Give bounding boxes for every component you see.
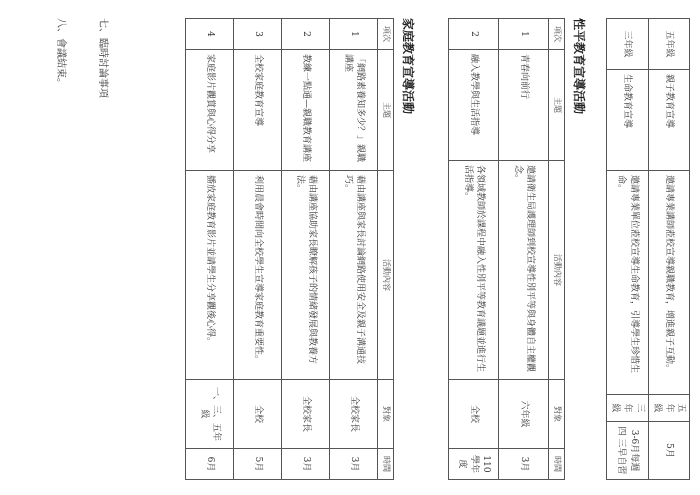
table-row <box>499 19 549 480</box>
cell-target: 三年級 <box>607 395 648 422</box>
cell-item: 2 <box>449 19 499 50</box>
table-row <box>330 19 378 480</box>
cell-time: 5月 <box>648 421 689 479</box>
cell-target: 六年級 <box>499 380 549 449</box>
cell-topic: 生命教育宣導 <box>607 70 648 171</box>
cell-topic: 家庭影片觀賞與心得分享 <box>186 50 234 171</box>
cell-topic: 教練一點通—親職教育講座 <box>282 50 330 171</box>
cell-time: 3月 <box>330 449 378 480</box>
cell-topic: 親子教育宣導 <box>648 70 689 171</box>
column-header-content: 活動內容 <box>378 171 394 380</box>
cell-item: 1 <box>499 19 549 50</box>
cell-time: 3-6月每週四 三早自習 <box>607 421 648 479</box>
agenda-item-seven: 七、臨時討論事項 <box>97 18 108 98</box>
table-header-row <box>378 19 394 480</box>
cell-grade: 三年級 <box>607 19 648 70</box>
cell-content: 邀請衛生局護理師到校宣導性別平等與身體自主權觀念。 <box>499 161 549 380</box>
cell-content: 邀請專業單位蒞校宣導生命教育，引導學生珍惜生命。 <box>607 171 648 395</box>
cell-content: 播放家庭教育影片並請學生分享觀後心得。 <box>186 171 234 380</box>
column-header-target: 對象 <box>549 380 565 449</box>
column-header-topic: 主題 <box>378 50 394 171</box>
cell-topic: 融入教學與生活指導 <box>449 50 499 161</box>
gender-equality-table <box>448 18 565 480</box>
column-header-item: 項次 <box>378 19 394 50</box>
cell-target: 全校家長 <box>282 380 330 449</box>
cell-target: 全校家長 <box>330 380 378 449</box>
column-header-time: 時間 <box>549 449 565 480</box>
column-header-target: 對象 <box>378 380 394 449</box>
cell-time: 6月 <box>186 449 234 480</box>
section-title-family-education: 家庭教育宣導活動 <box>401 18 415 115</box>
cell-target: 一、三、五年級 <box>186 380 234 449</box>
cell-content: 藉由講座協助家長瞭解孩子的情緒發展與教養方法。 <box>282 171 330 380</box>
cell-content: 邀請專業講師蒞校宣導親職教育，增進親子互動。 <box>648 171 689 395</box>
cell-item: 1 <box>330 19 378 50</box>
table-row <box>282 19 330 480</box>
cell-target: 全校 <box>234 380 282 449</box>
section-title-gender-equality: 性平教育宣導活動 <box>572 18 586 115</box>
cell-topic: 「網路素養知多少？」親職講座 <box>330 50 378 171</box>
agenda-item-eight: 八、會議結束。 <box>55 18 66 88</box>
table-row <box>234 19 282 480</box>
cell-item: 2 <box>282 19 330 50</box>
column-header-topic: 主題 <box>549 50 565 161</box>
cell-grade: 五年級 <box>648 19 689 70</box>
table-header-row <box>549 19 565 480</box>
cell-item: 4 <box>186 19 234 50</box>
table-row <box>607 19 648 480</box>
cell-target: 五年級 <box>648 395 689 422</box>
cell-content: 各領域教師於課程中融入性別平等教育議題並進行生活指導。 <box>449 161 499 380</box>
column-header-content: 活動內容 <box>549 161 565 380</box>
column-header-time: 時間 <box>378 449 394 480</box>
cell-item: 3 <box>234 19 282 50</box>
cell-content: 利用晨會時間向全校學生宣導家庭教育重要性。 <box>234 171 282 380</box>
column-header-item: 項次 <box>549 19 565 50</box>
table-row <box>449 19 499 480</box>
table-row <box>648 19 689 480</box>
cell-time: 3月 <box>499 449 549 480</box>
cell-topic: 青春向前行 <box>499 50 549 161</box>
cell-time: 3月 <box>282 449 330 480</box>
cell-time: 5月 <box>234 449 282 480</box>
cell-topic: 全校家庭教育宣導 <box>234 50 282 171</box>
cell-target: 全校 <box>449 380 499 449</box>
table-row <box>186 19 234 480</box>
top-continuation-table <box>606 18 690 480</box>
cell-time: 110學年度 <box>449 449 499 480</box>
family-education-table <box>185 18 394 480</box>
cell-content: 藉由講座與家長討論網路使用安全及親子溝通技巧。 <box>330 171 378 380</box>
